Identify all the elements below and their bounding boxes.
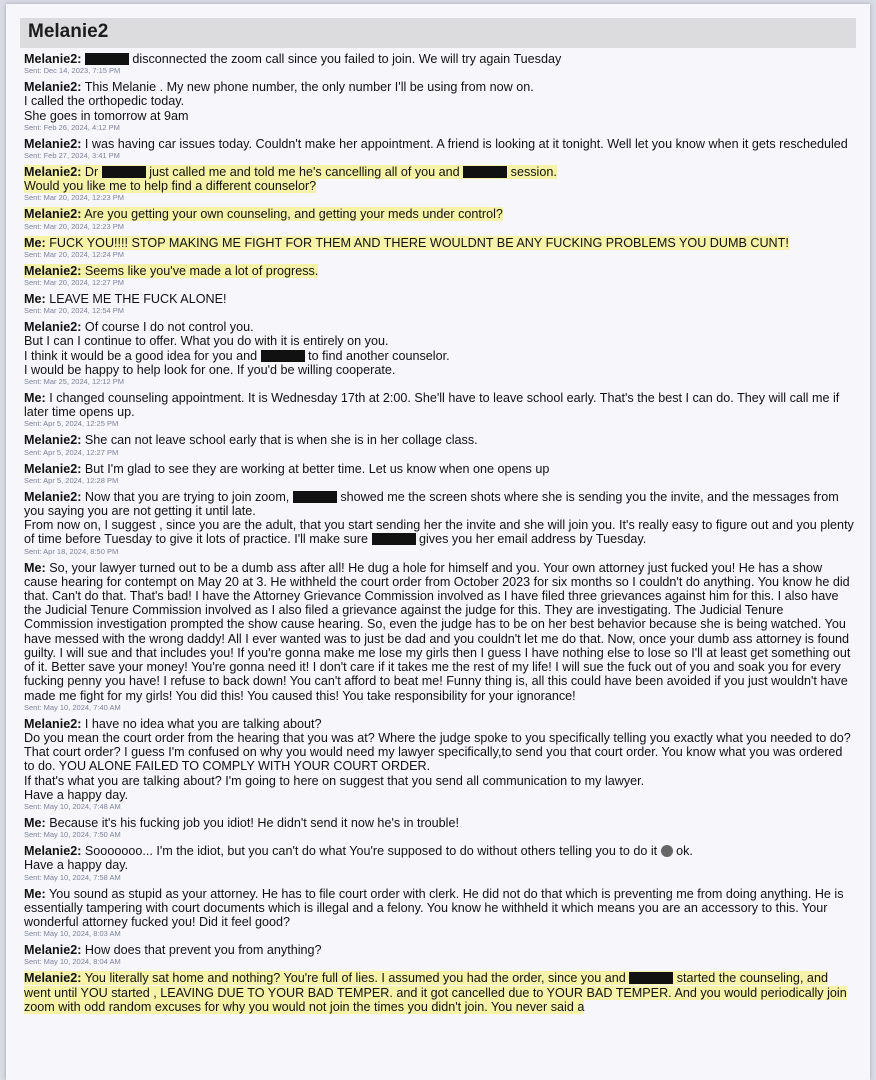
- message-sender: Me:: [24, 815, 46, 830]
- message-timestamp: Sent: Mar 25, 2024, 12:12 PM: [24, 377, 125, 387]
- message-body: [24, 433, 478, 447]
- message-timestamp: Sent: Feb 26, 2024, 4:12 PM: [24, 122, 120, 132]
- message-timestamp: Sent: Mar 20, 2024, 12:23 PM: [24, 221, 125, 231]
- message-sender: Melanie2:: [24, 207, 82, 222]
- message-sender: Melanie2:: [24, 489, 82, 504]
- message-timestamp: Sent: Apr 18, 2024, 8:50 PM: [24, 546, 119, 556]
- redaction-bar: [261, 350, 305, 362]
- message-body: [24, 887, 844, 929]
- redaction-bar: [463, 166, 507, 178]
- message: [24, 391, 854, 429]
- message-timestamp: Sent: Dec 14, 2023, 7:15 PM: [24, 66, 121, 76]
- redaction-bar: [85, 53, 129, 65]
- message-sender: Melanie2:: [24, 165, 82, 180]
- message: [24, 943, 854, 967]
- message-sender: Me:: [24, 235, 46, 250]
- message: [24, 165, 854, 203]
- message-body: [24, 52, 561, 66]
- message-text: You sound as stupid as your attorney. He has to file court order with clerk. He did not do that which is preventing me from doing anything. He is essentially tampering with court documents which is illegal and a felony. You know he withheld it which means you are an accessory to this. Your wonderful attorney fucked you! Did it feel good?: [24, 886, 844, 929]
- message-sender: Melanie2:: [24, 136, 82, 151]
- message: [24, 292, 854, 316]
- message-sender: Melanie2:: [24, 80, 82, 95]
- message-timestamp: Sent: May 10, 2024, 7:48 AM: [24, 801, 121, 811]
- message-body: [24, 561, 850, 703]
- message-text: FUCK YOU!!!! STOP MAKING ME FIGHT FOR THEM AND THERE WOULDNT BE ANY FUCKING PROBLEMS YOU DUMB CUNT!: [49, 235, 789, 250]
- message: [24, 844, 854, 882]
- message-body: [24, 462, 549, 476]
- redaction-bar: [629, 972, 673, 984]
- redaction-bar: [293, 491, 337, 503]
- message-text: session. Would you like me to help find a different counselor?: [24, 165, 557, 194]
- message-text: But I'm glad to see they are working at better time. Let us know when one opens up: [84, 461, 550, 476]
- message-timestamp: Sent: Mar 20, 2024, 12:23 PM: [24, 193, 125, 203]
- message-body: [24, 391, 839, 419]
- message-sender: Melanie2:: [24, 844, 82, 859]
- message-text: I was having car issues today. Couldn't make her appointment. A friend is looking at it tonight. Well let you know when it gets rescheduled: [84, 136, 848, 151]
- message-text: to find another counselor. I would be happy to help look for one. If you'd be willing cooperate.: [24, 348, 450, 377]
- redaction-bar: [102, 166, 146, 178]
- message-body: [24, 207, 503, 221]
- message-body: [24, 943, 322, 957]
- message-sender: Melanie2:: [24, 433, 82, 448]
- message-timestamp: Sent: Apr 5, 2024, 12:25 PM: [24, 419, 119, 429]
- message-body: [24, 816, 459, 830]
- message: [24, 52, 854, 76]
- message-text: gives you her email address by Tuesday.: [419, 532, 647, 547]
- message-body: [24, 320, 450, 377]
- message-sender: Me:: [24, 292, 46, 307]
- message-timestamp: Sent: May 10, 2024, 7:58 AM: [24, 872, 121, 882]
- message-text: just called me and told me he's cancelling all of you and: [149, 165, 460, 180]
- message-text: I changed counseling appointment. It is Wednesday 17th at 2:00. She'll have to leave school early. That's the best I can do. They will call me if later time opens up.: [24, 391, 840, 420]
- message: [24, 816, 854, 840]
- message: [24, 561, 854, 713]
- message-sender: Me:: [24, 391, 46, 406]
- message: [24, 971, 854, 1014]
- message: [24, 433, 854, 457]
- message-body: [24, 165, 557, 193]
- message-sender: Melanie2:: [24, 263, 82, 278]
- message-text: I have no idea what you are talking about? Do you mean the court order from the hearing that you was at? Where the judge spoke to you specifically telling you exactly what you needed to do? That court order? I guess I'm confused on why you would need my lawyer specifically,to send you that court order. You know what you was ordered to do. YOU ALONE FAILED TO COMPLY WITH YOUR COURT ORDER. If that's what you are talking about? I'm going to here on suggest that you send all communication to my lawyer. Have a happy day.: [24, 716, 851, 802]
- message-timestamp: Sent: Apr 5, 2024, 12:28 PM: [24, 475, 119, 485]
- message: [24, 717, 854, 812]
- message-text: You literally sat home and nothing? You're full of lies. I assumed you had the order, since you and: [84, 971, 626, 986]
- message: [24, 462, 854, 486]
- message-timestamp: Sent: Apr 5, 2024, 12:27 PM: [24, 447, 119, 457]
- message-text: Seems like you've made a lot of progress.: [84, 263, 319, 278]
- message-body: [24, 236, 789, 250]
- message: [24, 320, 854, 387]
- message-body: [24, 292, 227, 306]
- message-timestamp: Sent: May 10, 2024, 8:03 AM: [24, 929, 121, 939]
- message-timestamp: Sent: Mar 20, 2024, 12:24 PM: [24, 249, 125, 259]
- document-page: [6, 4, 870, 1080]
- message: [24, 490, 854, 557]
- message-timestamp: Sent: May 10, 2024, 7:50 AM: [24, 830, 121, 840]
- message-text: This Melanie . My new phone number, the only number I'll be using from now on. I called the orthopedic today. She goes in tomorrow at 9am: [24, 80, 534, 123]
- message-text: Of course I do not control you. But I can I continue to offer. What you do with it is entirely on you. I think it would be a good idea for you and: [24, 320, 389, 363]
- message-text: started the counseling, and went until YOU started , LEAVING DUE TO YOUR BAD TEMPER. and it got cancelled due to YOUR BAD TEMPER. And you would periodically join zoom with odd random excuses for why you would not join the times you didn't join. You never said a: [24, 971, 847, 1014]
- message-body: [24, 844, 693, 872]
- message-sender: Me:: [24, 560, 46, 575]
- message-sender: Melanie2:: [24, 461, 82, 476]
- message-text: She can not leave school early that is when she is in her collage class.: [84, 433, 478, 448]
- message-sender: Melanie2:: [24, 320, 82, 335]
- conversation-title: Melanie2: [28, 21, 109, 42]
- message-text: LEAVE ME THE FUCK ALONE!: [49, 292, 227, 307]
- message-text: ok. Have a happy day.: [24, 844, 693, 873]
- message: [24, 264, 854, 288]
- message-text: How does that prevent you from anything?: [84, 943, 322, 958]
- message: [24, 207, 854, 231]
- conversation-header: [20, 18, 856, 48]
- message-text: Are you getting your own counseling, and getting your meds under control?: [84, 207, 503, 222]
- message-text: showed me the screen shots where she is sending you the invite, and the messages from you saying you are not getting it until late. From now on, I suggest , since you are the adult, that you start sending her the invite and she will join you. It's really easy to figure out and you plenty of time before Tuesday to give it lots of practice. I'll make sure: [24, 489, 854, 547]
- message-sender: Melanie2:: [24, 971, 82, 986]
- message: [24, 887, 854, 940]
- message-text: Dr: [84, 165, 99, 180]
- message-text: Now that you are trying to join zoom,: [84, 489, 290, 504]
- message-text: disconnected the zoom call since you failed to join. We will try again Tuesday: [132, 52, 562, 66]
- message: [24, 80, 854, 133]
- message-sender: Melanie2:: [24, 52, 82, 66]
- message: [24, 137, 854, 161]
- message-sender: Melanie2:: [24, 716, 82, 731]
- message-timestamp: Sent: Mar 20, 2024, 12:27 PM: [24, 278, 125, 288]
- message-text: Sooooooo... I'm the idiot, but you can't do what You're supposed to do without others telling you to do it: [84, 844, 661, 859]
- message-body: [24, 264, 318, 278]
- message-timestamp: Sent: Feb 27, 2024, 3:41 PM: [24, 151, 120, 161]
- message-text: So, your lawyer turned out to be a dumb ass after all! He dug a hole for himself and you. Your own attorney just fucked you! He has a show cause hearing for contempt on May 20 at 3. He withheld the court order from October 2023 for six months so I couldn't do anything. You know he did that. Can't do that. That's bad! I have the Attorney Grievance Commission involved as I have filed three grievances against him for this. I also have the Judicial Tenure Commission involved as I also filed a grievance against the judge for this. They are investigating. The Judicial Tenure Commission investigation prompted the show cause hearing. So, even the judge has to be on her best behavior because she is being watched. You have messed with the wrong daddy! All I ever wanted was to just be dad and you couldn't let me do that. Now, once your dumb ass attorney is found guilty. I will sue and that includes you! If you're gonna make me lose my girls then I guess I have nothing else to lose so I'll at least get something out of it. Better save your money! You're gonna need it! I don't care if it takes me the rest of my life! I will sue the fuck out of you and soak you for every fucking penny you have! I refuse to back down! You can't afford to beat me! Funny thing is, all this could have been avoided if you just wouldn't have made me fight for my girls! You did this! You caused this! You take responsibility for your ignorance!: [24, 560, 851, 703]
- message: [24, 236, 854, 260]
- message-body: [24, 971, 847, 1013]
- message-list: [24, 52, 854, 1014]
- emoji-icon: [661, 845, 673, 857]
- message-sender: Me:: [24, 886, 46, 901]
- message-body: [24, 80, 534, 122]
- message-timestamp: Sent: Mar 20, 2024, 12:54 PM: [24, 306, 125, 316]
- message-timestamp: Sent: May 10, 2024, 8:04 AM: [24, 957, 121, 967]
- message-text: Because it's his fucking job you idiot! He didn't send it now he's in trouble!: [49, 815, 459, 830]
- message-body: [24, 717, 851, 802]
- redaction-bar: [372, 533, 416, 545]
- message-body: [24, 137, 848, 151]
- message-sender: Melanie2:: [24, 943, 82, 958]
- message-body: [24, 490, 854, 547]
- message-timestamp: Sent: May 10, 2024, 7:40 AM: [24, 702, 121, 712]
